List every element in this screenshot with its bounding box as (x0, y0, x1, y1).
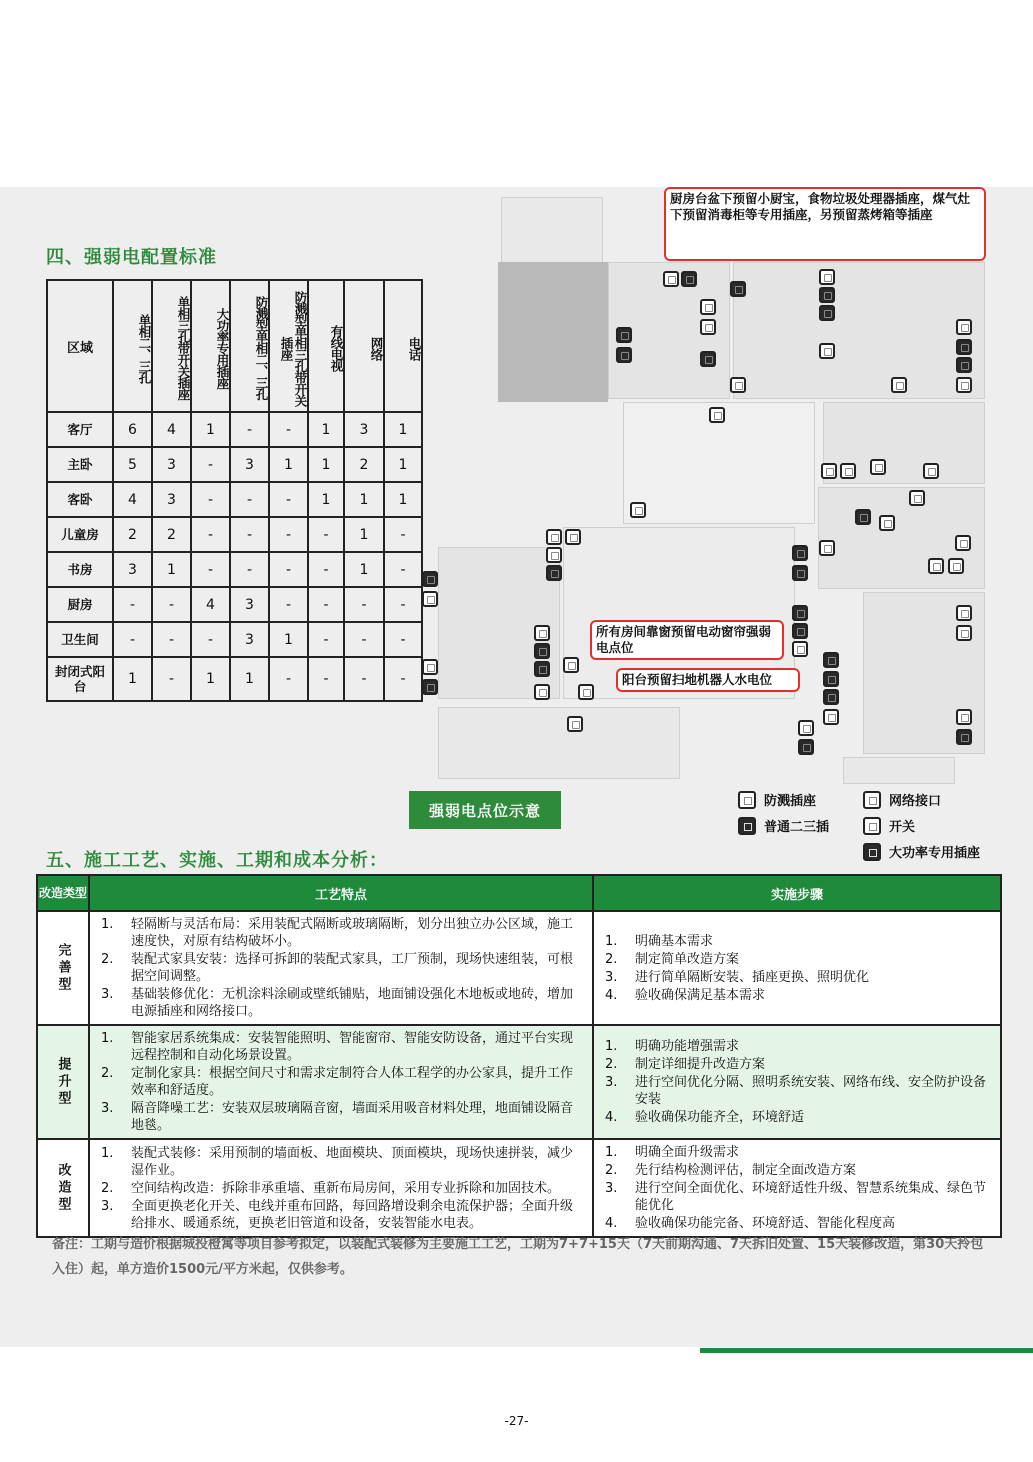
row-type-label: 提升型 (37, 1025, 89, 1139)
item-text: 先行结构检测评估，制定全面改造方案 (635, 1163, 857, 1178)
item-text: 制定简单改造方案 (635, 951, 740, 967)
outlet-icon (738, 817, 756, 835)
table-cell: 3 (152, 447, 191, 482)
list-item (605, 1215, 993, 1232)
item-text: 定制化家具：根据空间尺寸和需求定制符合人体工程学的办公家具，提升工作效率和舒适度。 (131, 1066, 574, 1098)
outlet-icon (663, 271, 679, 287)
network-port-icon (909, 490, 925, 506)
plan-wall (498, 262, 608, 402)
list-item (605, 951, 993, 968)
outlet-icon (823, 689, 839, 705)
list-item (101, 1180, 585, 1197)
network-port-icon (928, 558, 944, 574)
col-process-header: 工艺特点 (89, 875, 593, 911)
switch-icon (546, 547, 562, 563)
table-cell: - (191, 552, 230, 587)
switch-icon (578, 684, 594, 700)
outlet-icon (546, 565, 562, 581)
switch-icon (823, 709, 839, 725)
legend-label: 防溅插座 (764, 794, 817, 809)
table-cell: - (384, 587, 422, 622)
list-item (605, 1056, 993, 1073)
table-cell: 6 (113, 412, 152, 447)
process-cell (89, 911, 593, 1025)
row-zone-label: 客厅 (47, 412, 113, 447)
switch-icon (798, 720, 814, 736)
item-text: 明确全面升级需求 (635, 1145, 740, 1160)
table-cell: - (344, 622, 384, 657)
item-text: 明确功能增强需求 (635, 1039, 740, 1054)
row-type-label: 完善型 (37, 911, 89, 1025)
high-power-outlet-icon (616, 327, 632, 343)
table-cell: - (344, 587, 384, 622)
row-zone-label: 客卧 (47, 482, 113, 517)
list-item (101, 986, 585, 1020)
item-number: 2. (101, 1180, 114, 1196)
item-number: 2. (605, 1163, 618, 1178)
switch-icon (709, 407, 725, 423)
table-cell: 1 (344, 552, 384, 587)
splash-outlet-icon (819, 305, 835, 321)
column-header: 单相三孔带开关插座 (152, 280, 191, 412)
table-cell: 3 (230, 622, 269, 657)
row-zone-label: 主卧 (47, 447, 113, 482)
process-table (36, 874, 1002, 1238)
col-steps-header: 实施步骤 (593, 875, 1001, 911)
table-cell: 5 (113, 447, 152, 482)
table-row (47, 657, 422, 701)
table-cell: 1 (384, 447, 422, 482)
item-number: 3. (101, 1198, 114, 1214)
list-item (101, 951, 585, 985)
list-item (101, 916, 585, 950)
table-row (47, 482, 422, 517)
splash-outlet-icon (730, 281, 746, 297)
plan-balcony2 (843, 757, 955, 784)
row-zone-label: 封闭式阳台 (47, 657, 113, 701)
table-cell: 1 (191, 657, 230, 701)
list-item (605, 987, 993, 1004)
splash-outlet-icon (821, 463, 837, 479)
table-row (47, 587, 422, 622)
high-power-outlet-icon (616, 347, 632, 363)
item-text: 基础装修优化：无机涂料涂刷或壁纸铺贴，地面铺设强化木地板或地砖，增加电源插座和网络接口。 (131, 987, 574, 1019)
item-number: 4. (605, 1110, 618, 1125)
column-header: 单相二、三孔 (113, 280, 152, 412)
switch-icon (879, 515, 895, 531)
list-item (605, 969, 993, 986)
switch-icon (819, 269, 835, 285)
row-type-label: 改造型 (37, 1139, 89, 1237)
item-text: 空间结构改造：拆除非承重墙、重新布局房间，采用专业拆除和加固技术。 (131, 1180, 561, 1196)
splash-outlet-icon (955, 535, 971, 551)
col-type-header: 改造类型 (37, 875, 89, 911)
table-cell: - (384, 622, 422, 657)
row-zone-label: 儿童房 (47, 517, 113, 552)
table-cell: - (269, 482, 308, 517)
table-cell: 1 (152, 552, 191, 587)
network-port-icon (534, 684, 550, 700)
config-table (46, 279, 423, 702)
table-cell: 4 (152, 412, 191, 447)
legend-splash (738, 790, 816, 809)
table-cell: - (308, 552, 344, 587)
item-number: 1. (605, 1145, 618, 1160)
table-cell: - (308, 587, 344, 622)
table-cell: - (230, 517, 269, 552)
table-cell: - (152, 657, 191, 701)
column-header: 有线电视 (308, 280, 344, 412)
table-cell: 3 (113, 552, 152, 587)
item-text: 验收确保功能齐全，环境舒适 (635, 1110, 805, 1125)
table-cell: 3 (344, 412, 384, 447)
table-cell: - (230, 482, 269, 517)
table-cell: 1 (344, 482, 384, 517)
splash-outlet-icon (948, 558, 964, 574)
item-text: 制定详细提升改造方案 (635, 1057, 766, 1072)
process-row (37, 911, 1001, 1025)
table-cell: 1 (308, 482, 344, 517)
switch-icon (422, 659, 438, 675)
high-power-outlet-icon (798, 739, 814, 755)
table-cell: - (344, 657, 384, 701)
steps-cell (593, 911, 1001, 1025)
page-number: -27- (504, 1414, 529, 1428)
item-number: 1. (605, 1039, 618, 1054)
list-item (605, 1109, 993, 1126)
splash-outlet-icon (956, 357, 972, 373)
table-cell: 1 (113, 657, 152, 701)
process-cell (89, 1025, 593, 1139)
table-cell: - (269, 552, 308, 587)
table-cell: 4 (113, 482, 152, 517)
table-cell: - (384, 552, 422, 587)
item-text: 进行空间全面优化、环境舒适性升级、智慧系统集成、绿色节能优化 (635, 1181, 987, 1213)
column-header: 防溅型单相二、三孔 (230, 280, 269, 412)
table-cell: - (308, 622, 344, 657)
robot-note: 阳台预留扫地机器人水电位 (616, 668, 800, 692)
table-row (47, 412, 422, 447)
column-header: 大功率专用插座 (191, 280, 230, 412)
item-number: 1. (101, 917, 114, 932)
process-row (37, 1025, 1001, 1139)
green-accent-bar (700, 1348, 1033, 1353)
legend-label: 大功率专用插座 (889, 846, 981, 861)
list-item (605, 933, 993, 950)
item-number: 3. (101, 987, 114, 1002)
switch-icon (891, 377, 907, 393)
floor-plan (403, 187, 1003, 787)
table-row (47, 552, 422, 587)
splash-outlet-icon (855, 509, 871, 525)
list-item (101, 1145, 585, 1179)
switch-icon (870, 459, 886, 475)
outlet-icon (792, 623, 808, 639)
list-item (101, 1198, 585, 1232)
footnote: 备注：工期与造价根据城投橙寓等项目参考拟定，以装配式装修为主要施工工艺，工期为7+7+15天（7天前期沟通、7天拆旧处置、15天装修改造，第30天拎包入住）起，单方造价1500元/平方米起，仅供参考。 (52, 1237, 984, 1277)
network-port-icon (863, 791, 881, 809)
splash-outlet-icon (700, 319, 716, 335)
table-cell: - (384, 657, 422, 701)
list-item (101, 1065, 585, 1099)
table-cell: 1 (384, 412, 422, 447)
table-cell: - (230, 412, 269, 447)
high-power-outlet-icon (681, 271, 697, 287)
row-zone-label: 书房 (47, 552, 113, 587)
legend-network (863, 790, 941, 809)
table-row (47, 447, 422, 482)
list-item (605, 1144, 993, 1161)
network-port-icon (792, 641, 808, 657)
process-cell (89, 1139, 593, 1237)
switch-icon (422, 591, 438, 607)
header-zone: 区域 (47, 280, 113, 412)
item-number: 3. (605, 969, 618, 985)
item-text: 进行简单隔断安装、插座更换、照明优化 (635, 969, 870, 985)
table-cell: 4 (191, 587, 230, 622)
steps-cell (593, 1139, 1001, 1237)
table-cell: - (191, 447, 230, 482)
table-cell: 2 (344, 447, 384, 482)
network-port-icon (819, 343, 835, 359)
splash-outlet-icon (923, 463, 939, 479)
network-port-icon (563, 657, 579, 673)
switch-icon (630, 502, 646, 518)
item-text: 验收确保功能完备、环境舒适、智能化程度高 (635, 1216, 896, 1231)
item-number: 2. (101, 1066, 114, 1081)
plan-caption: 强弱电点位示意 (409, 791, 561, 829)
switch-icon (956, 709, 972, 725)
legend-normal (738, 816, 829, 835)
row-zone-label: 厨房 (47, 587, 113, 622)
switch-icon (956, 605, 972, 621)
item-number: 3. (101, 1101, 114, 1116)
network-port-icon (956, 377, 972, 393)
item-text: 进行空间优化分隔、照明系统安装、网络布线、安全防护设备安装 (635, 1075, 987, 1107)
item-number: 4. (605, 1216, 618, 1231)
item-text: 明确基本需求 (635, 933, 714, 949)
list-item (605, 1180, 993, 1214)
table-cell: 2 (152, 517, 191, 552)
table-cell: - (308, 517, 344, 552)
item-number: 2. (101, 952, 114, 967)
switch-icon (534, 625, 550, 641)
switch-icon (956, 625, 972, 641)
outlet-icon (422, 679, 438, 695)
table-cell: - (191, 482, 230, 517)
splash-outlet-icon (819, 287, 835, 303)
list-item (605, 1074, 993, 1108)
legend-label: 普通二三插 (764, 820, 830, 835)
item-number: 1. (101, 1145, 114, 1161)
table-cell: 3 (230, 587, 269, 622)
outlet-icon (422, 571, 438, 587)
list-item (605, 1162, 993, 1179)
splash-outlet-icon (840, 463, 856, 479)
switch-icon (546, 529, 562, 545)
outlet-icon (534, 643, 550, 659)
legend-label: 网络接口 (889, 794, 942, 809)
outlet-icon (792, 605, 808, 621)
item-text: 全面更换老化开关、电线并重布回路，每回路增设剩余电流保护器；全面升级给排水、暖通系统，更换老旧管道和设备，安装智能水电表。 (131, 1198, 574, 1231)
table-row (47, 517, 422, 552)
switch-icon (730, 377, 746, 393)
table-cell: - (191, 622, 230, 657)
splash-outlet-icon (700, 299, 716, 315)
table-row (47, 622, 422, 657)
table-cell: 1 (191, 412, 230, 447)
splash-outlet-icon (956, 339, 972, 355)
table-cell: 2 (113, 517, 152, 552)
outlet-icon (534, 661, 550, 677)
table-cell: 3 (230, 447, 269, 482)
table-cell: - (152, 587, 191, 622)
column-header: 电话 (384, 280, 422, 412)
row-zone-label: 卫生间 (47, 622, 113, 657)
legend-high-power (863, 842, 980, 861)
high-power-outlet-icon (863, 843, 881, 861)
table-cell: - (113, 622, 152, 657)
table-cell: - (269, 517, 308, 552)
section5-title: 五、施工工艺、实施、工期和成本分析： (46, 850, 388, 871)
outlet-icon (956, 729, 972, 745)
outlet-icon (823, 652, 839, 668)
table-cell: - (269, 587, 308, 622)
column-header: 防溅型单相三孔带开关插座 (269, 280, 308, 412)
table-cell: - (308, 657, 344, 701)
switch-icon (819, 540, 835, 556)
item-number: 1. (101, 1031, 114, 1046)
item-text: 智能家居系统集成：安装智能照明、智能窗帘、智能安防设备，通过平台实现远程控制和自动化场景设置。 (131, 1031, 574, 1063)
table-cell: 1 (269, 447, 308, 482)
steps-cell (593, 1025, 1001, 1139)
switch-icon (956, 319, 972, 335)
item-text: 装配式装修：采用预制的墙面板、地面模块、顶面模块，现场快速拼装，减少湿作业。 (131, 1145, 574, 1178)
table-cell: 3 (152, 482, 191, 517)
list-item (101, 1100, 585, 1134)
table-cell: 1 (308, 412, 344, 447)
section4-title: 四、强弱电配置标准 (46, 247, 217, 268)
item-text: 轻隔断与灵活布局：采用装配式隔断或玻璃隔断，划分出独立办公区域，施工速度快，对原有结构破坏小。 (131, 917, 574, 949)
table-cell: - (152, 622, 191, 657)
item-text: 装配式家具安装：选择可拆卸的装配式家具，工厂预制，现场快速组装，可根据空间调整。 (131, 952, 574, 984)
splash-outlet-icon (738, 791, 756, 809)
process-row (37, 1139, 1001, 1237)
table-cell: 1 (384, 482, 422, 517)
outlet-icon (823, 671, 839, 687)
legend-switch (863, 816, 915, 835)
table-cell: - (230, 552, 269, 587)
switch-icon (567, 716, 583, 732)
table-cell: - (384, 517, 422, 552)
outlet-icon (792, 565, 808, 581)
table-cell: 1 (308, 447, 344, 482)
item-text: 隔音降噪工艺：安装双层玻璃隔音窗，墙面采用吸音材料处理，地面铺设隔音地毯。 (131, 1101, 574, 1133)
item-number: 3. (605, 1181, 618, 1196)
table-cell: - (269, 412, 308, 447)
plan-balcony (438, 707, 680, 779)
table-cell: - (191, 517, 230, 552)
table-cell: - (113, 587, 152, 622)
table-cell: 1 (230, 657, 269, 701)
legend-label: 开关 (889, 820, 916, 835)
item-text: 验收确保满足基本需求 (635, 987, 766, 1003)
network-port-icon (565, 529, 581, 545)
high-power-outlet-icon (700, 351, 716, 367)
item-number: 3. (605, 1075, 618, 1090)
table-cell: - (269, 657, 308, 701)
table-cell: 1 (269, 622, 308, 657)
item-number: 2. (605, 951, 618, 967)
item-number: 1. (605, 933, 618, 949)
column-header: 网络 (344, 280, 384, 412)
kitchen-note: 厨房台盆下预留小厨宝，食物垃圾处理器插座，煤气灶下预留消毒柜等专用插座，另预留蒸烤箱等插座 (664, 187, 986, 261)
item-number: 4. (605, 987, 618, 1003)
item-number: 2. (605, 1057, 618, 1072)
plan-bathroom (733, 262, 985, 399)
table-cell: 1 (344, 517, 384, 552)
outlet-icon (792, 545, 808, 561)
switch-icon (863, 817, 881, 835)
list-item (101, 1030, 585, 1064)
list-item (605, 1038, 993, 1055)
curtain-note: 所有房间靠窗预留电动窗帘强弱电点位 (590, 620, 784, 660)
